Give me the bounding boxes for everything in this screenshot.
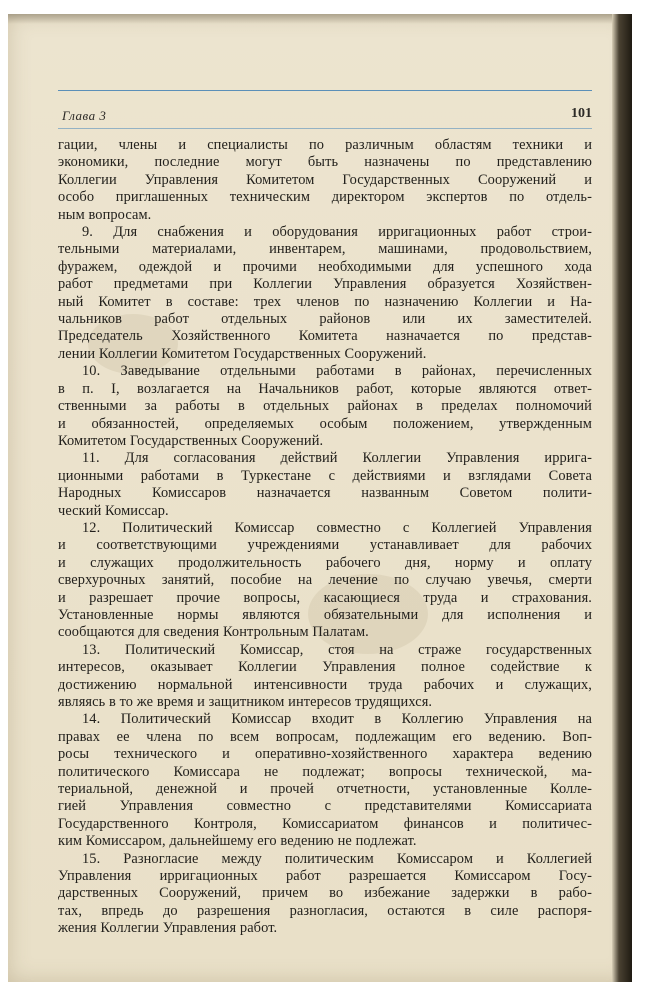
- chapter-title: Глава 3: [62, 108, 107, 123]
- text-line: 13. Политический Комиссар, стоя на страже государственных: [82, 641, 592, 658]
- text-line: особо приглашенных техническим директором экспертов по отдель-: [58, 189, 592, 206]
- scan-edge-shadow: [612, 14, 632, 982]
- text-line: лении Коллегии Комитетом Государственных Сооружений.: [58, 345, 427, 362]
- text-line: дарственных Сооружений, причем во избежание задержки в рабо-: [58, 885, 592, 902]
- text-line: фуражем, одеждой и прочими необходимыми для успешного хода: [58, 258, 592, 275]
- text-line: териальной, денежной и прочей отчетности, установленные Колле-: [58, 781, 592, 798]
- text-line: и служащих продолжительность рабочего дня, норму и оплату: [58, 554, 592, 571]
- text-line: сверхурочных занятий, пособие на лечение по случаю увечья, смерти: [58, 572, 592, 589]
- text-line: 10. Заведывание отдельными работами в районах, перечисленных: [82, 363, 592, 380]
- text-line: ным вопросам.: [58, 206, 152, 223]
- text-line: являясь в то же время и защитником интересов трудящихся.: [58, 694, 433, 710]
- text-line: Председатель Хозяйственного Комитета назначается по представ-: [58, 328, 592, 345]
- text-line: ким Комиссаром, дальнейшему его ведению не подлежат.: [58, 833, 417, 850]
- text-line: и обязанностей, определяемых особым положением, утвержденным: [58, 415, 592, 432]
- text-line: достижению нормальной интенсивности труда рабочих и служащих,: [58, 676, 592, 693]
- text-line: 12. Политический Комиссар совместно с Коллегией Управления: [82, 519, 592, 536]
- text-line: в п. I, возлагается на Начальников работ, которые являются ответ-: [58, 380, 592, 397]
- text-line: 15. Разногласие между политическим Комиссаром и Коллегией: [82, 850, 592, 867]
- running-header: [56, 104, 592, 128]
- text-line: Народных Комиссаров назначается названным Советом полити-: [58, 485, 592, 502]
- text-line: ственными за работы в отдельных районах в пределах полномочий: [58, 398, 592, 415]
- text-line: интересов, оказывает Коллегии Управления полное содействие к: [58, 659, 592, 676]
- text-line: Комитетом Государственных Сооружений.: [58, 432, 324, 449]
- text-line: и разрешает прочие вопросы, касающиеся труда и страхования.: [58, 589, 592, 606]
- text-line: гации, члены и специалисты по различным областям техники и: [58, 137, 592, 153]
- text-line: сообщаются для сведения Контрольным Палатам.: [58, 624, 369, 641]
- text-line: работ предметами при Коллегии Управления образуется Хозяйствен-: [58, 276, 592, 293]
- book-page: [8, 14, 632, 982]
- text-line: Управления ирригационных работ разрешается Комиссаром Госу-: [58, 868, 592, 885]
- text-line: экономики, последние могут быть назначены по представлению: [58, 154, 592, 171]
- text-line: 11. Для согласования действий Коллегии Управления ирригa-: [82, 450, 592, 467]
- text-line: чальников работ отдельных районов или их заместителей.: [58, 311, 592, 328]
- text-line: политического Комиссара не подлежат; вопросы технической, ма-: [58, 763, 592, 780]
- page-number: 101: [571, 106, 592, 121]
- text-line: и соответствующими учреждениями устанавливает для рабочих: [58, 537, 592, 554]
- text-line: тах, впредь до разрешения разногласия, остаются в силе распоря-: [58, 902, 592, 919]
- text-line: тельными материалами, инвентарем, машинами, продовольствием,: [58, 241, 592, 258]
- text-line: жения Коллегии Управления работ.: [58, 920, 278, 937]
- text-line: Установленные нормы являются обязательными для исполнения и: [58, 606, 592, 623]
- text-line: правах ее члена по всем вопросам, подлежащим его ведению. Воп-: [58, 728, 592, 745]
- text-line: 9. Для снабжения и оборудования ирригационных работ строи-: [82, 224, 592, 241]
- text-line: 14. Политический Комиссар входит в Коллегию Управления на: [82, 711, 592, 728]
- page-top-shadow: [8, 14, 632, 24]
- header-rule-top: [58, 90, 592, 91]
- text-line: ционными работами в Туркестане с действиями и взглядами Совета: [58, 467, 592, 484]
- text-line: росы технического и оперативно-хозяйственного характера ведению: [58, 746, 592, 763]
- text-line: гией Управления совместно с представителями Комиссариата: [58, 798, 592, 815]
- body-text: [58, 137, 592, 938]
- text-line: Государственного Контроля, Комиссариатом финансов и политичес-: [58, 815, 592, 832]
- text-line: Коллегии Управления Комитетом Государственных Сооружений и: [58, 171, 592, 188]
- text-line: ный Комитет в составе: трех членов по назначению Коллегии и На-: [58, 293, 592, 310]
- text-line: ческий Комиссар.: [58, 502, 169, 519]
- header-rule-bottom: [58, 128, 592, 129]
